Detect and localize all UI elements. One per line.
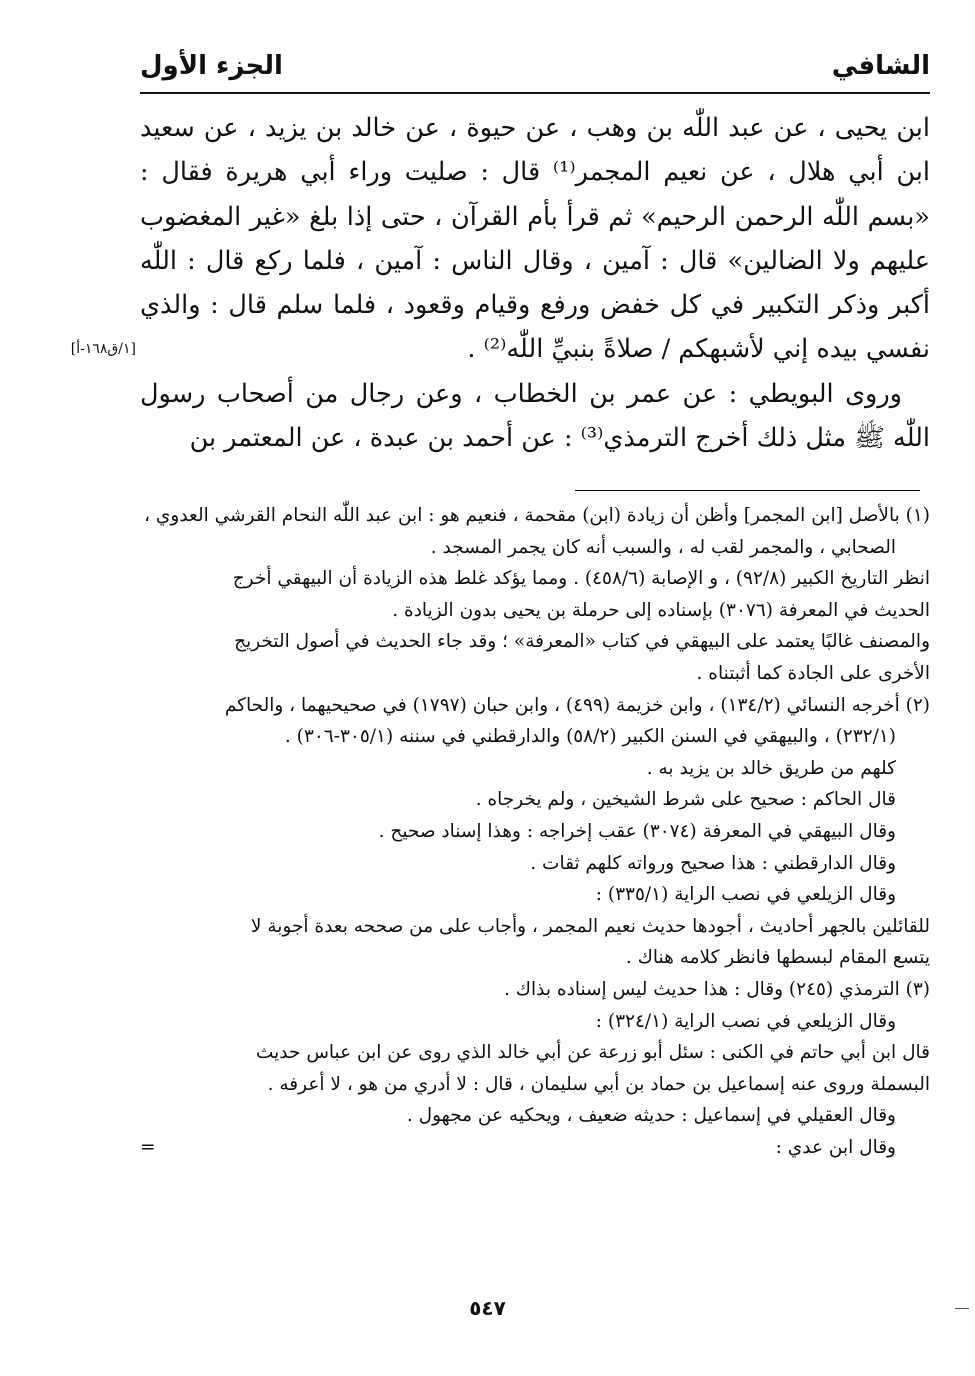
footnote-line: (٢٣٢/١) ، والبيهقي في السنن الكبير (٥٨/٢) والدارقطني في سننه (٣٠٥/١-٣٠٦) . xyxy=(284,726,896,748)
footnote-line: وقال الدارقطني : هذا صحيح ورواته كلهم ثقات . xyxy=(530,852,896,874)
main-paragraph-1: ابن يحيى ، عن عبد اللّٰه بن وهب ، عن حيوة ، عن خالد بن يزيد ، عن سعيد ابن أبي هلال ، عن نعيم المجمر⁽¹⁾ قال : صليت وراء أبي هريرة فقال : «بسم اللّٰه الرحمن الرحيم» ثم قرأ بأم القرآن ، حتى إذا بلغ «غير المغضوب عليهم ولا الضالين» قال : آمين ، وقال الناس : آمين ، فلما ركع قال : اللّٰه أكبر وذكر التكبير في كل خفض ورفع وقيام وقعود ، فلما سلم قال : والذي نفسي بيده إني لأشبهكم / صلاةً بنبيِّ اللّٰه⁽²⁾ . xyxy=(140,113,930,365)
footnote-2 xyxy=(140,690,930,974)
footnote-line: وقال البيهقي في المعرفة (٣٠٧٤) عقب إخراجه : وهذا إسناد صحيح . xyxy=(378,820,896,842)
footnote-line: للقائلين بالجهر أحاديث ، أجودها حديث نعيم المجمر ، وأجاب على من صححه بعدة أجوبة لا xyxy=(250,915,930,937)
footnote-line: كلهم من طريق خالد بن يزيد به . xyxy=(646,757,896,779)
footnote-line: الأخرى على الجادة كما أثبتناه . xyxy=(696,662,930,684)
page-edge-mark xyxy=(955,1308,969,1309)
footnotes xyxy=(140,500,930,1163)
footnote-line xyxy=(140,1132,930,1164)
footnote-line: (٣) الترمذي (٢٤٥) وقال : هذا حديث ليس إسناده بذاك . xyxy=(504,978,930,1000)
footnote-line: وقال الزيلعي في نصب الراية (٣٣٥/١) : xyxy=(595,884,896,906)
page-number: ٥٤٧ xyxy=(469,1296,506,1320)
footnote-text: وقال ابن عدي : xyxy=(775,1136,896,1158)
footnote-line: الصحابي ، والمجمر لقب له ، والسبب أنه كان يجمر المسجد . xyxy=(430,536,896,558)
footnote-line: البسملة وروى عنه إسماعيل بن حماد بن أبي سليمان ، قال : لا أدري من هو ، لا أعرفه . xyxy=(267,1073,930,1095)
footnote-line: وقال العقيلي في إسماعيل : حديثه ضعيف ، ويحكيه عن مجهول . xyxy=(406,1105,896,1127)
footnote-line: (١) بالأصل [ابن المجمر] وأظن أن زيادة (ابن) مقحمة ، فنعيم هو : ابن عبد اللّٰه النحام القرشي العدوي ، xyxy=(144,505,930,526)
footnote-line: وقال الزيلعي في نصب الراية (٣٢٤/١) : xyxy=(595,1010,896,1032)
footnote-line: الحديث في المعرفة (٣٠٧٦) بإسناده إلى حرملة بن يحيى بدون الزيادة . xyxy=(392,599,930,621)
main-paragraph-2: وروى البويطي : عن عمر بن الخطاب ، وعن رجال من أصحاب رسول اللّٰه ﷺ مثل ذلك أخرج الترمذي⁽³⁾ : عن أحمد بن عبدة ، عن المعتمر بن xyxy=(140,378,930,454)
manuscript-folio-note: [١/ق١٦٨-أ] xyxy=(70,341,136,357)
volume-label: الجزء الأول xyxy=(140,51,283,81)
running-header xyxy=(140,40,930,94)
footnote-line: والمصنف غالبًا يعتمد على البيهقي في كتاب «المعرفة» ؛ وقد جاء الحديث في أصول التخريج xyxy=(234,631,930,653)
footnote-3 xyxy=(140,974,930,1164)
footnote-line: يتسع المقام لبسطها فانظر كلامه هناك . xyxy=(625,947,930,969)
book-title: الشافي xyxy=(831,51,930,81)
footnote-1 xyxy=(140,500,930,690)
footnote-line: انظر التاريخ الكبير (٩٢/٨) ، و الإصابة (٤٥٨/٦) . ومما يؤكد غلط هذه الزيادة أن البيهقي أخرج xyxy=(232,568,930,590)
continuation-mark: = xyxy=(140,1136,156,1158)
footnote-line: قال ابن أبي حاتم في الكنى : سئل أبو زرعة عن أبي خالد الذي روى عن ابن عباس حديث xyxy=(255,1042,930,1064)
footnote-separator xyxy=(575,490,920,491)
footnote-line: (٢) أخرجه النسائي (١٣٤/٢) ، وابن خزيمة (٤٩٩) ، وابن حبان (١٧٩٧) في صحيحيهما ، والحاكم xyxy=(224,694,930,716)
main-text xyxy=(140,106,930,460)
footnote-line: قال الحاكم : صحيح على شرط الشيخين ، ولم يخرجاه . xyxy=(475,789,896,811)
